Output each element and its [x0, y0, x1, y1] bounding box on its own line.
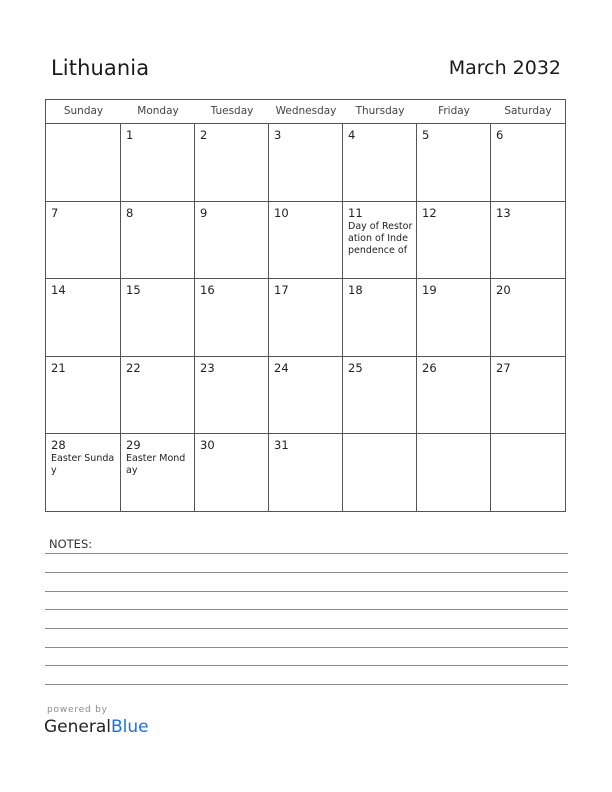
day-cell[interactable]: [269, 357, 343, 434]
day-cell[interactable]: [343, 357, 417, 434]
day-cell[interactable]: [417, 434, 491, 512]
day-number: 25: [348, 360, 363, 375]
day-number: 26: [422, 360, 437, 375]
note-line: [45, 591, 568, 592]
weekday-monday: Monday: [137, 105, 179, 117]
day-number: 31: [274, 438, 289, 453]
day-number: 5: [422, 128, 430, 142]
day-number: 7: [51, 205, 59, 220]
day-cell[interactable]: [343, 202, 417, 279]
day-number: 29: [126, 438, 141, 453]
holiday-label: Day of Restoration of Independence of: [348, 220, 413, 256]
day-number: 18: [348, 283, 363, 298]
weekday-saturday: Saturday: [504, 105, 552, 117]
day-cell[interactable]: [417, 279, 491, 356]
day-number: 11: [348, 205, 363, 220]
day-cell[interactable]: [417, 357, 491, 434]
day-cell[interactable]: [343, 124, 417, 201]
day-number: 27: [496, 360, 511, 375]
day-number: 6: [496, 128, 504, 142]
day-cell[interactable]: [343, 279, 417, 356]
day-number: 24: [274, 360, 289, 375]
day-cell[interactable]: [269, 124, 343, 201]
day-cell[interactable]: [491, 357, 565, 434]
day-cell[interactable]: [195, 434, 269, 512]
day-number: 23: [200, 360, 215, 375]
week-row: [46, 279, 565, 357]
week-row: [46, 124, 565, 202]
day-number: 15: [126, 283, 141, 298]
day-number: 12: [422, 205, 437, 220]
note-line: [45, 684, 568, 685]
weekday-friday: Friday: [438, 105, 470, 117]
day-cell[interactable]: [195, 357, 269, 434]
day-cell[interactable]: [269, 202, 343, 279]
day-number: 2: [200, 128, 208, 142]
day-number: 1: [126, 128, 134, 142]
day-number: 17: [274, 283, 289, 298]
day-cell[interactable]: [491, 124, 565, 201]
weekday-header: [46, 100, 565, 124]
day-number: 16: [200, 283, 215, 298]
day-number: 21: [51, 360, 66, 375]
day-number: 3: [274, 128, 282, 142]
note-line: [45, 628, 568, 629]
day-number: 4: [348, 128, 356, 142]
day-number: 20: [496, 283, 511, 298]
note-line: [45, 665, 568, 666]
day-number: 13: [496, 205, 511, 220]
week-row: [46, 202, 565, 280]
day-cell[interactable]: [46, 124, 121, 201]
brand-general-text: General: [44, 717, 111, 737]
calendar-grid: [45, 99, 566, 512]
day-cell[interactable]: [491, 434, 565, 512]
country-title: Lithuania: [51, 56, 150, 80]
day-number: 10: [274, 205, 289, 220]
day-cell[interactable]: [121, 279, 195, 356]
day-cell[interactable]: [121, 434, 195, 512]
day-number: 19: [422, 283, 437, 298]
day-cell[interactable]: [46, 434, 121, 512]
day-cell[interactable]: [491, 202, 565, 279]
day-cell[interactable]: [417, 202, 491, 279]
day-cell[interactable]: [46, 357, 121, 434]
day-cell[interactable]: [269, 434, 343, 512]
note-line: [45, 647, 568, 648]
weekday-tuesday: Tuesday: [210, 105, 254, 117]
note-line: [45, 572, 568, 573]
weekday-thursday: Thursday: [355, 105, 405, 117]
day-cell[interactable]: [46, 202, 121, 279]
notes-label: NOTES:: [49, 537, 93, 551]
day-cell[interactable]: [46, 279, 121, 356]
day-number: 9: [200, 205, 208, 220]
week-row: [46, 357, 565, 435]
day-number: 30: [200, 438, 215, 453]
day-cell[interactable]: [269, 279, 343, 356]
day-cell[interactable]: [195, 124, 269, 201]
note-line: [45, 609, 568, 610]
day-number: 28: [51, 438, 66, 453]
brand-logo[interactable]: [44, 717, 149, 737]
day-cell[interactable]: [195, 279, 269, 356]
day-cell[interactable]: [121, 357, 195, 434]
day-number: 8: [126, 205, 134, 220]
brand-blue-text: Blue: [111, 717, 149, 737]
day-number: 14: [51, 283, 66, 298]
day-cell[interactable]: [121, 124, 195, 201]
powered-by-text: powered by: [47, 705, 108, 715]
note-line: [45, 553, 568, 554]
calendar-weeks: [46, 124, 565, 512]
week-row: [46, 434, 565, 512]
day-cell[interactable]: [417, 124, 491, 201]
day-cell[interactable]: [121, 202, 195, 279]
month-year-title: March 2032: [448, 57, 561, 79]
day-cell[interactable]: [491, 279, 565, 356]
weekday-wednesday: Wednesday: [275, 105, 337, 117]
day-cell[interactable]: [343, 434, 417, 512]
holiday-label: Easter Monday: [126, 453, 186, 477]
holiday-label: Easter Sunday: [51, 453, 115, 477]
weekday-sunday: Sunday: [63, 105, 104, 117]
day-number: 22: [126, 360, 141, 375]
day-cell[interactable]: [195, 202, 269, 279]
